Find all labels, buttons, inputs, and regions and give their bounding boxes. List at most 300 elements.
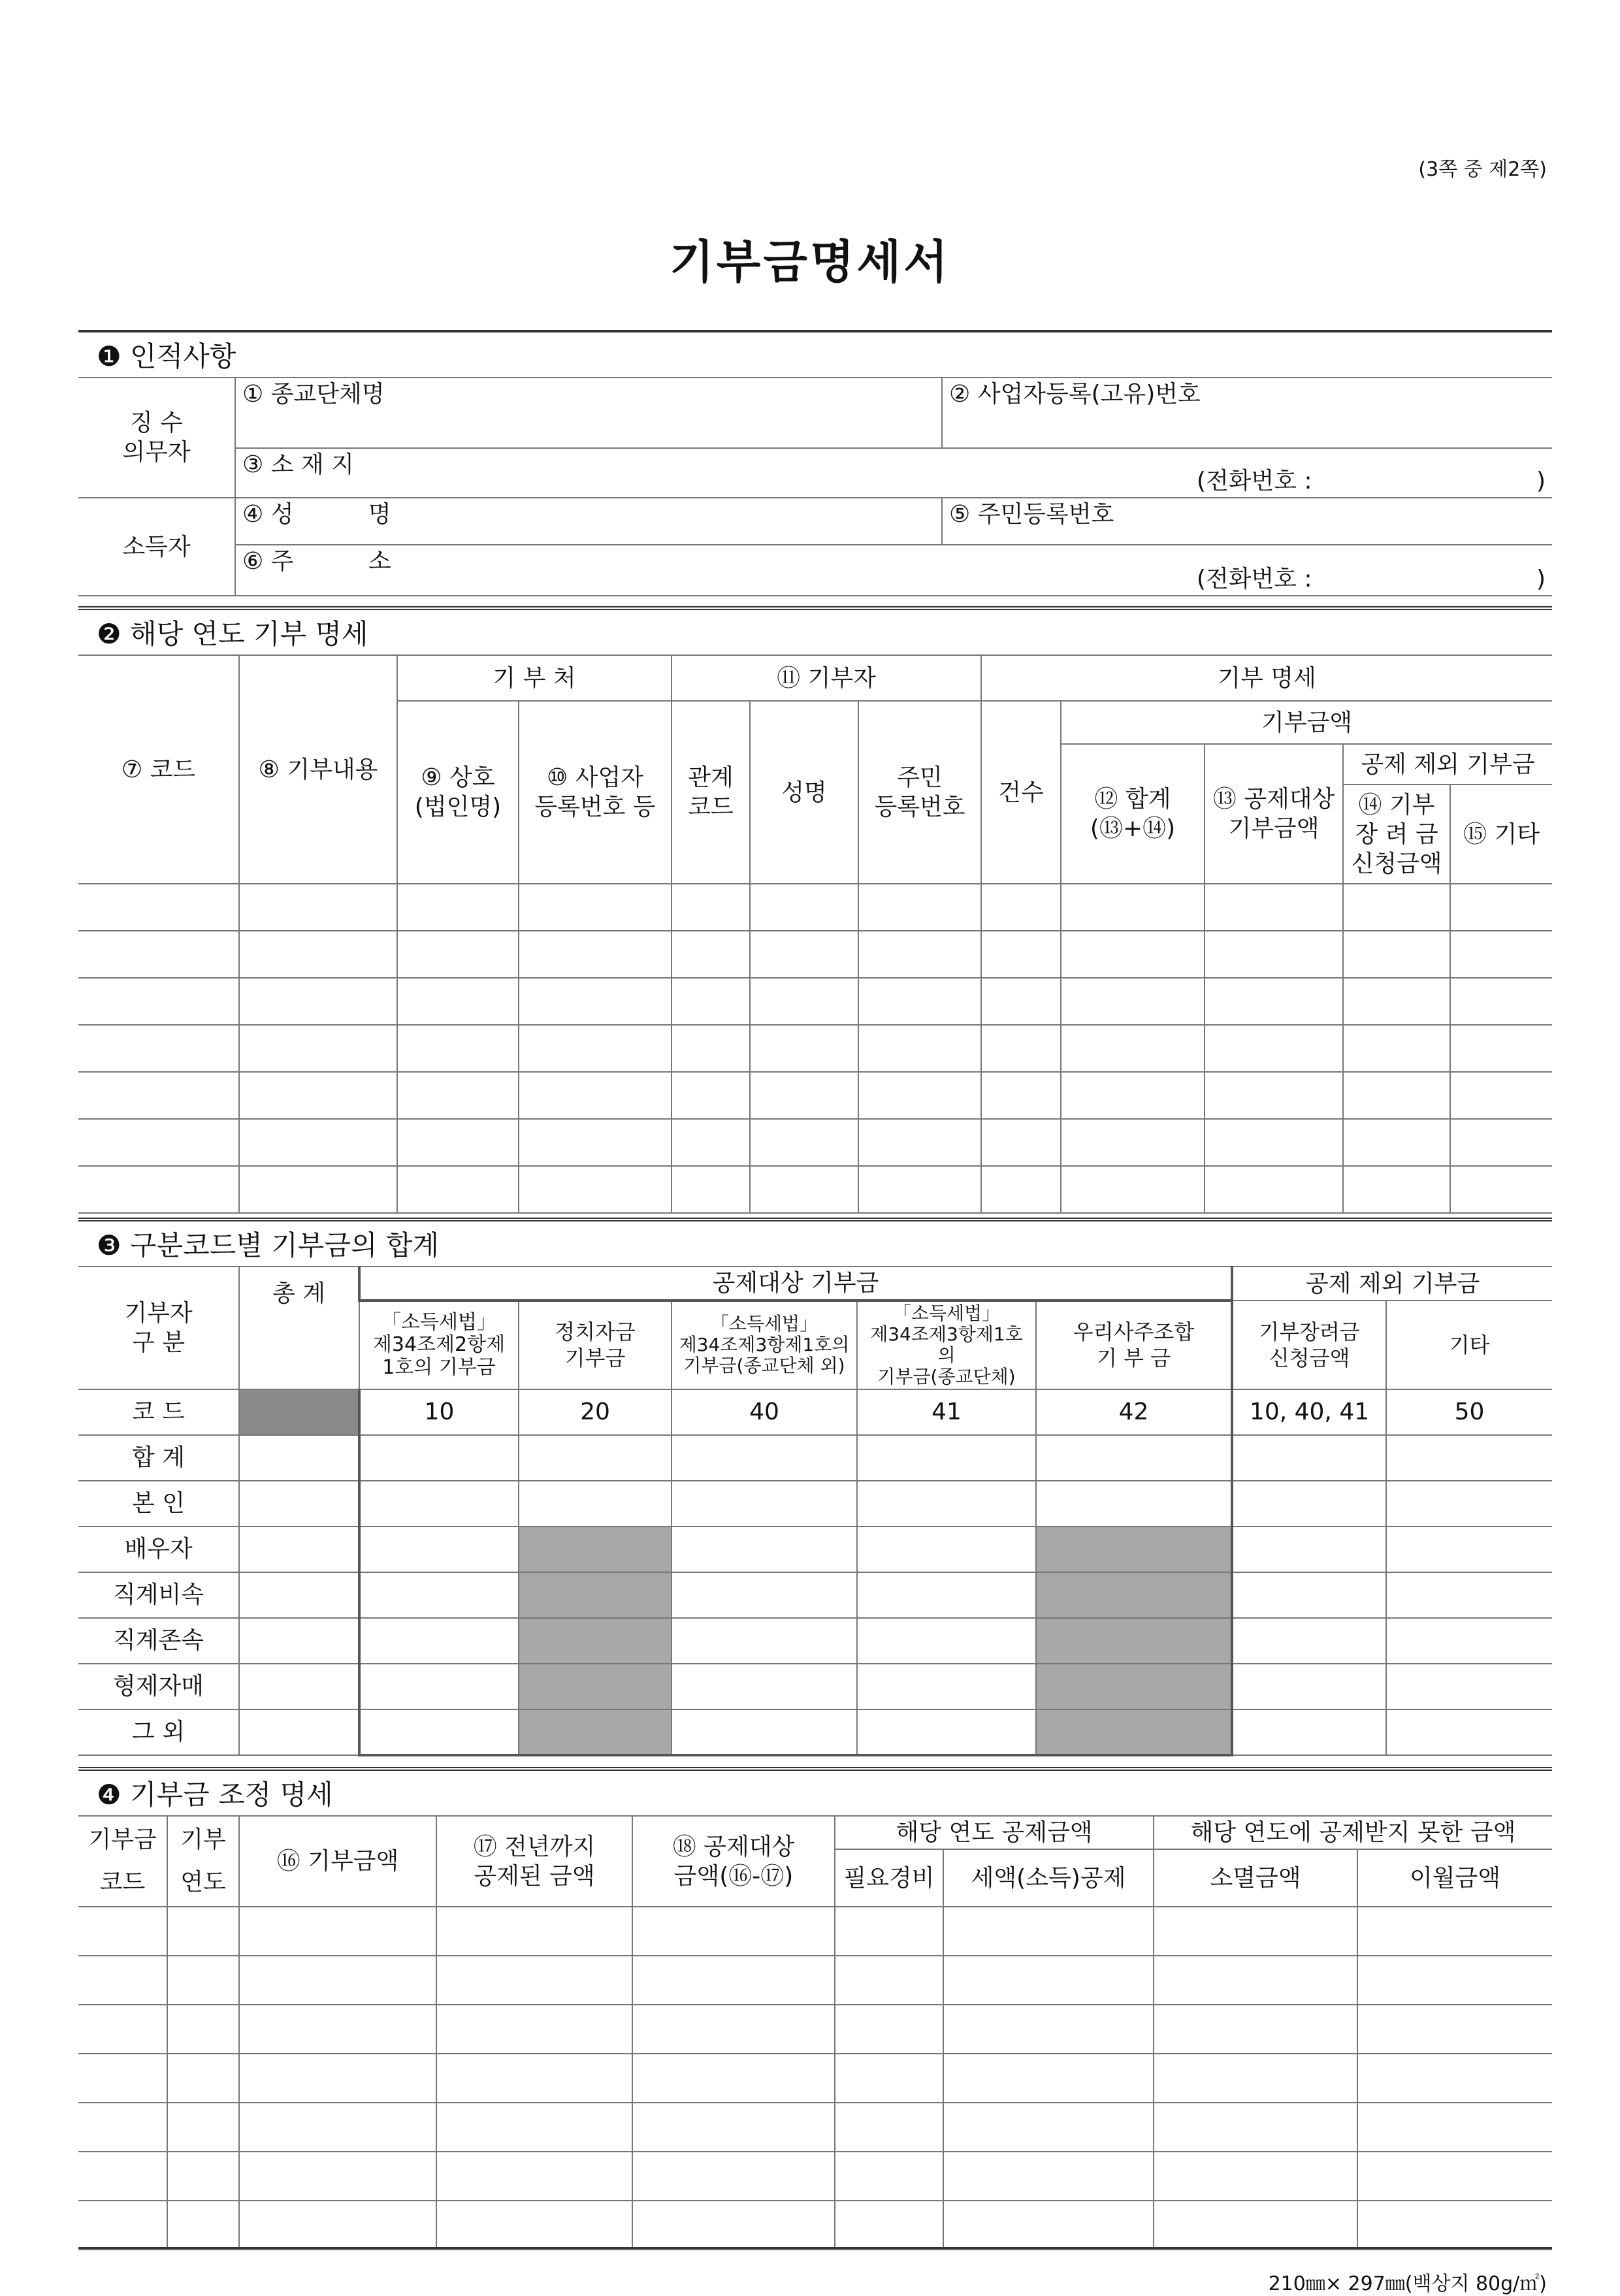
biz-reg-no-field[interactable]: ② 사업자등록(고유)번호 <box>942 378 1552 448</box>
page-number: (3쪽 중 제2쪽) <box>1418 158 1547 181</box>
code-cell: 50 <box>1386 1389 1552 1435</box>
entry-cell[interactable] <box>1154 1956 1357 2005</box>
entry-cell[interactable] <box>672 931 750 978</box>
entry-cell[interactable] <box>1205 1072 1343 1119</box>
entry-cell[interactable] <box>239 2103 436 2152</box>
entry-cell[interactable] <box>672 1025 750 1072</box>
entry-cell[interactable] <box>750 1119 858 1166</box>
entry-cell[interactable] <box>1343 1025 1450 1072</box>
amount-cell[interactable] <box>1232 1435 1386 1481</box>
header-carryover-amount: 이월금액 <box>1357 1849 1552 1907</box>
amount-cell[interactable] <box>1232 1527 1386 1572</box>
donor-type-label: 본 인 <box>78 1481 239 1527</box>
adjustment-row <box>78 1956 1552 2005</box>
amount-cell[interactable] <box>857 1709 1036 1755</box>
amount-cell[interactable] <box>359 1664 519 1709</box>
entry-cell[interactable] <box>981 1072 1061 1119</box>
entry-cell[interactable] <box>436 2152 632 2201</box>
amount-cell[interactable] <box>672 1527 857 1572</box>
donor-type-label: 형제자매 <box>78 1664 239 1709</box>
code-cell: 10, 40, 41 <box>1232 1389 1386 1435</box>
donor-type-row <box>78 1709 1552 1755</box>
entry-cell[interactable] <box>78 1072 239 1119</box>
entry-cell[interactable] <box>858 1119 981 1166</box>
entry-cell[interactable] <box>943 1956 1154 2005</box>
donation-row <box>78 884 1552 931</box>
amount-cell[interactable] <box>359 1435 519 1481</box>
entry-cell[interactable] <box>943 1907 1154 1956</box>
entry-cell[interactable] <box>167 2152 239 2201</box>
entry-cell[interactable] <box>436 1907 632 1956</box>
location-field[interactable] <box>235 448 1552 498</box>
entry-cell[interactable] <box>981 884 1061 931</box>
entry-cell[interactable] <box>835 2152 943 2201</box>
header-biz-no: ⑩ 사업자 등록번호 등 <box>519 701 672 884</box>
amount-cell[interactable] <box>1386 1572 1552 1618</box>
code-cell: 41 <box>857 1389 1036 1435</box>
shaded-cell <box>519 1618 672 1664</box>
entry-cell[interactable] <box>858 1072 981 1119</box>
entry-cell[interactable] <box>981 978 1061 1025</box>
header-donation-year: 기부 연도 <box>167 1816 239 1907</box>
header-deductible: ⑬ 공제대상 기부금액 <box>1205 744 1343 884</box>
amount-cell[interactable] <box>1036 1481 1232 1527</box>
entry-cell[interactable] <box>78 1166 239 1213</box>
entry-cell[interactable] <box>672 1166 750 1213</box>
entry-cell[interactable] <box>632 2054 835 2103</box>
entry-cell[interactable] <box>1061 1119 1205 1166</box>
entry-cell[interactable] <box>1343 884 1450 931</box>
shaded-cell <box>519 1572 672 1618</box>
code-row-label: 코 드 <box>78 1389 239 1435</box>
adjustment-row <box>78 2005 1552 2054</box>
org-name-field[interactable]: ① 종교단체명 <box>235 378 942 448</box>
entry-cell[interactable] <box>167 2103 239 2152</box>
donor-type-row <box>78 1664 1552 1709</box>
donation-row <box>78 931 1552 978</box>
amount-cell[interactable] <box>672 1572 857 1618</box>
entry-cell[interactable] <box>397 1072 519 1119</box>
entry-cell[interactable] <box>1357 2054 1552 2103</box>
entry-cell[interactable] <box>750 978 858 1025</box>
entry-cell[interactable] <box>858 1025 981 1072</box>
entry-cell[interactable] <box>78 931 239 978</box>
income-earner-label: 소득자 <box>78 498 235 596</box>
entry-cell[interactable] <box>1061 978 1205 1025</box>
entry-cell[interactable] <box>397 978 519 1025</box>
amount-cell[interactable] <box>1386 1481 1552 1527</box>
entry-cell[interactable] <box>78 884 239 931</box>
adjustment-row <box>78 2152 1552 2201</box>
entry-cell[interactable] <box>397 1119 519 1166</box>
adjustment-row <box>78 2103 1552 2152</box>
col-art34-2-1: 「소득세법」 제34조제2항제 1호의 기부금 <box>359 1301 519 1389</box>
amount-cell[interactable] <box>1036 1435 1232 1481</box>
entry-cell[interactable] <box>750 1025 858 1072</box>
header-excluded: 공제 제외 기부금 <box>1343 744 1552 784</box>
amount-cell[interactable] <box>239 1527 359 1572</box>
entry-cell[interactable] <box>167 2054 239 2103</box>
entry-cell[interactable] <box>672 884 750 931</box>
entry-cell[interactable] <box>78 2152 167 2201</box>
payer-label: 징 수 의무자 <box>78 378 235 498</box>
entry-cell[interactable] <box>78 2201 167 2250</box>
entry-cell[interactable] <box>436 2005 632 2054</box>
entry-cell[interactable] <box>1205 1025 1343 1072</box>
header-code: ⑦ 코드 <box>78 655 239 884</box>
entry-cell[interactable] <box>239 1025 397 1072</box>
entry-cell[interactable] <box>632 2152 835 2201</box>
entry-cell[interactable] <box>943 2152 1154 2201</box>
entry-cell[interactable] <box>750 884 858 931</box>
entry-cell[interactable] <box>239 2005 436 2054</box>
amount-cell[interactable] <box>857 1527 1036 1572</box>
col-art34-3-1-religious: 「소득세법」 제34조제3항제1호의 기부금(종교단체) <box>857 1301 1036 1389</box>
entry-cell[interactable] <box>981 1025 1061 1072</box>
entry-cell[interactable] <box>239 978 397 1025</box>
payer-phone: (전화번호 : ) <box>1196 468 1546 494</box>
entry-cell[interactable] <box>1154 2005 1357 2054</box>
header-expired-amount: 소멸금액 <box>1154 1849 1357 1907</box>
entry-cell[interactable] <box>943 2054 1154 2103</box>
donor-type-row <box>78 1481 1552 1527</box>
entry-cell[interactable] <box>858 1166 981 1213</box>
donation-row <box>78 1025 1552 1072</box>
header-donor-type: 기부자 구 분 <box>78 1267 239 1389</box>
entry-cell[interactable] <box>239 2054 436 2103</box>
header-necessary-expense: 필요경비 <box>835 1849 943 1907</box>
entry-cell[interactable] <box>1357 1907 1552 1956</box>
entry-cell[interactable] <box>750 1166 858 1213</box>
entry-cell[interactable] <box>78 978 239 1025</box>
amount-cell[interactable] <box>857 1572 1036 1618</box>
resident-no-field[interactable]: ⑤ 주민등록번호 <box>942 498 1552 545</box>
adjustment-row <box>78 2054 1552 2103</box>
entry-cell[interactable] <box>1205 884 1343 931</box>
entry-cell[interactable] <box>750 931 858 978</box>
entry-cell[interactable] <box>397 884 519 931</box>
col-employee-union: 우리사주조합 기 부 금 <box>1036 1301 1232 1389</box>
entry-cell[interactable] <box>1343 978 1450 1025</box>
donor-type-row <box>78 1435 1552 1481</box>
shaded-cell <box>1036 1618 1232 1664</box>
entry-cell[interactable] <box>750 1072 858 1119</box>
entry-cell[interactable] <box>239 2201 436 2250</box>
entry-cell[interactable] <box>436 2054 632 2103</box>
personal-info-table <box>78 377 1552 596</box>
donor-type-label: 합 계 <box>78 1435 239 1481</box>
adjustment-row <box>78 2201 1552 2250</box>
entry-cell[interactable] <box>1450 978 1552 1025</box>
entry-cell[interactable] <box>1061 931 1205 978</box>
section-code-totals <box>78 1218 1552 1756</box>
entry-cell[interactable] <box>519 1119 672 1166</box>
adjustment-row <box>78 1907 1552 1956</box>
entry-cell[interactable] <box>943 2005 1154 2054</box>
amount-cell[interactable] <box>1386 1709 1552 1755</box>
entry-cell[interactable] <box>239 1907 436 1956</box>
code-cell: 10 <box>359 1389 519 1435</box>
donation-detail-rows <box>78 884 1552 1213</box>
entry-cell[interactable] <box>835 2005 943 2054</box>
amount-cell[interactable] <box>519 1481 672 1527</box>
entry-cell[interactable] <box>78 1907 167 1956</box>
section4-heading: ❹ 기부금 조정 명세 <box>97 1779 333 1811</box>
entry-cell[interactable] <box>632 1956 835 2005</box>
entry-cell[interactable] <box>519 884 672 931</box>
entry-cell[interactable] <box>519 1025 672 1072</box>
entry-cell[interactable] <box>1343 931 1450 978</box>
header-donation-code: 기부금 코드 <box>78 1816 167 1907</box>
header-tax-credit: 세액(소득)공제 <box>943 1849 1154 1907</box>
code-cell: 42 <box>1036 1389 1232 1435</box>
entry-cell[interactable] <box>239 1956 436 2005</box>
name-field[interactable]: ④ 성 명 <box>235 498 942 545</box>
entry-cell[interactable] <box>239 1072 397 1119</box>
entry-cell[interactable] <box>632 2201 835 2250</box>
entry-cell[interactable] <box>1154 2152 1357 2201</box>
shaded-cell <box>1036 1664 1232 1709</box>
entry-cell[interactable] <box>632 1907 835 1956</box>
amount-cell[interactable] <box>359 1527 519 1572</box>
donor-type-row <box>78 1572 1552 1618</box>
entry-cell[interactable] <box>519 931 672 978</box>
amount-cell[interactable] <box>359 1709 519 1755</box>
entry-cell[interactable] <box>672 1119 750 1166</box>
header-donation-amount: ⑯ 기부금액 <box>239 1816 436 1907</box>
entry-cell[interactable] <box>1205 1119 1343 1166</box>
section-adjustment <box>78 1767 1552 2250</box>
amount-cell[interactable] <box>239 1709 359 1755</box>
entry-cell[interactable] <box>835 2201 943 2250</box>
entry-cell[interactable] <box>1154 2201 1357 2250</box>
entry-cell[interactable] <box>239 1166 397 1213</box>
entry-cell[interactable] <box>167 1907 239 1956</box>
amount-cell[interactable] <box>239 1664 359 1709</box>
entry-cell[interactable] <box>397 1166 519 1213</box>
amount-cell[interactable] <box>1386 1664 1552 1709</box>
entry-cell[interactable] <box>1061 1166 1205 1213</box>
header-recipient: 기 부 처 <box>397 655 672 701</box>
entry-cell[interactable] <box>1205 931 1343 978</box>
header-current-deduction: 해당 연도 공제금액 <box>835 1816 1154 1849</box>
col-scholarship: 기부장려금 신청금액 <box>1232 1301 1386 1389</box>
amount-cell[interactable] <box>1386 1435 1552 1481</box>
amount-cell[interactable] <box>239 1481 359 1527</box>
amount-cell[interactable] <box>1232 1481 1386 1527</box>
location-label: ③ 소 재 지 <box>242 451 354 478</box>
header-excluded-donations: 공제 제외 기부금 <box>1232 1267 1552 1301</box>
entry-cell[interactable] <box>1450 1166 1552 1213</box>
header-count: 건수 <box>981 701 1061 884</box>
entry-cell[interactable] <box>1061 1072 1205 1119</box>
donor-type-label: 직계존속 <box>78 1618 239 1664</box>
entry-cell[interactable] <box>78 1119 239 1166</box>
entry-cell[interactable] <box>397 1025 519 1072</box>
entry-cell[interactable] <box>1154 2103 1357 2152</box>
entry-cell[interactable] <box>1343 1166 1450 1213</box>
entry-cell[interactable] <box>1205 978 1343 1025</box>
entry-cell[interactable] <box>981 1166 1061 1213</box>
amount-cell[interactable] <box>672 1709 857 1755</box>
shaded-cell <box>519 1664 672 1709</box>
header-amount: 기부금액 <box>1061 701 1552 744</box>
entry-cell[interactable] <box>858 978 981 1025</box>
shaded-cell <box>519 1709 672 1755</box>
code-cell: 40 <box>672 1389 857 1435</box>
address-label: ⑥ 주 소 <box>242 548 391 575</box>
entry-cell[interactable] <box>239 884 397 931</box>
entry-cell[interactable] <box>78 2054 167 2103</box>
entry-cell[interactable] <box>835 1956 943 2005</box>
entry-cell[interactable] <box>78 2005 167 2054</box>
entry-cell[interactable] <box>1357 1956 1552 2005</box>
entry-cell[interactable] <box>436 2201 632 2250</box>
entry-cell[interactable] <box>1061 1025 1205 1072</box>
amount-cell[interactable] <box>857 1664 1036 1709</box>
amount-cell[interactable] <box>857 1435 1036 1481</box>
entry-cell[interactable] <box>1357 2103 1552 2152</box>
entry-cell[interactable] <box>239 2152 436 2201</box>
col-political: 정치자금 기부금 <box>519 1301 672 1389</box>
amount-cell[interactable] <box>239 1435 359 1481</box>
amount-cell[interactable] <box>857 1618 1036 1664</box>
donation-row <box>78 1166 1552 1213</box>
amount-cell[interactable] <box>1232 1709 1386 1755</box>
header-donor-name: 성명 <box>750 701 858 884</box>
entry-cell[interactable] <box>1343 1072 1450 1119</box>
entry-cell[interactable] <box>167 2005 239 2054</box>
address-field[interactable] <box>235 545 1552 596</box>
amount-cell[interactable] <box>1386 1527 1552 1572</box>
entry-cell[interactable] <box>835 1907 943 1956</box>
entry-cell[interactable] <box>78 2103 167 2152</box>
entry-cell[interactable] <box>1450 1025 1552 1072</box>
code-totals-rows <box>78 1435 1552 1755</box>
header-scholarship: ⑭ 기부 장 려 금 신청금액 <box>1343 784 1450 884</box>
donor-type-label: 그 외 <box>78 1709 239 1755</box>
entry-cell[interactable] <box>1357 2201 1552 2250</box>
entry-cell[interactable] <box>632 2103 835 2152</box>
col-other: 기타 <box>1386 1301 1552 1389</box>
section-donation-detail <box>78 606 1552 1214</box>
header-content: ⑧ 기부내용 <box>239 655 397 884</box>
code-total-shaded <box>239 1389 359 1435</box>
code-cell: 20 <box>519 1389 672 1435</box>
col-art34-3-1-nonreligious: 「소득세법」 제34조제3항제1호의 기부금(종교단체 외) <box>672 1301 857 1389</box>
entry-cell[interactable] <box>1205 1166 1343 1213</box>
entry-cell[interactable] <box>1154 2054 1357 2103</box>
entry-cell[interactable] <box>436 2103 632 2152</box>
document-title: 기부금명세서 <box>670 235 950 289</box>
header-not-deducted: 해당 연도에 공제받지 못한 금액 <box>1154 1816 1552 1849</box>
entry-cell[interactable] <box>1450 884 1552 931</box>
header-resident-no: 주민 등록번호 <box>858 701 981 884</box>
section2-heading: ❷ 해당 연도 기부 명세 <box>97 618 368 650</box>
entry-cell[interactable] <box>397 931 519 978</box>
amount-cell[interactable] <box>239 1572 359 1618</box>
entry-cell[interactable] <box>519 1072 672 1119</box>
amount-cell[interactable] <box>359 1618 519 1664</box>
amount-cell[interactable] <box>239 1618 359 1664</box>
entry-cell[interactable] <box>1357 2152 1552 2201</box>
entry-cell[interactable] <box>1450 1072 1552 1119</box>
header-grand-total: 총 계 <box>239 1267 359 1389</box>
entry-cell[interactable] <box>167 2201 239 2250</box>
entry-cell[interactable] <box>519 1166 672 1213</box>
paper-spec: 210㎜× 297㎜(백상지 80g/㎡) <box>1268 2272 1547 2295</box>
shaded-cell <box>1036 1527 1232 1572</box>
entry-cell[interactable] <box>1357 2005 1552 2054</box>
amount-cell[interactable] <box>672 1481 857 1527</box>
shaded-cell <box>1036 1572 1232 1618</box>
entry-cell[interactable] <box>943 2201 1154 2250</box>
amount-cell[interactable] <box>519 1435 672 1481</box>
section-personal-info <box>78 330 1552 596</box>
adjustment-table <box>78 1815 1552 2250</box>
entry-cell[interactable] <box>672 978 750 1025</box>
entry-cell[interactable] <box>672 1072 750 1119</box>
entry-cell[interactable] <box>239 931 397 978</box>
donor-type-row <box>78 1618 1552 1664</box>
entry-cell[interactable] <box>78 1956 167 2005</box>
donation-row <box>78 1119 1552 1166</box>
header-deductible-amount: ⑱ 공제대상 금액(⑯-⑰) <box>632 1816 835 1907</box>
entry-cell[interactable] <box>632 2005 835 2054</box>
entry-cell[interactable] <box>981 1119 1061 1166</box>
entry-cell[interactable] <box>167 1956 239 2005</box>
entry-cell[interactable] <box>1343 1119 1450 1166</box>
entry-cell[interactable] <box>1450 1119 1552 1166</box>
entry-cell[interactable] <box>239 1119 397 1166</box>
header-detail: 기부 명세 <box>981 655 1552 701</box>
amount-cell[interactable] <box>1232 1572 1386 1618</box>
amount-cell[interactable] <box>857 1481 1036 1527</box>
amount-cell[interactable] <box>672 1435 857 1481</box>
amount-cell[interactable] <box>672 1664 857 1709</box>
amount-cell[interactable] <box>1232 1664 1386 1709</box>
amount-cell[interactable] <box>359 1572 519 1618</box>
entry-cell[interactable] <box>858 884 981 931</box>
entry-cell[interactable] <box>1450 931 1552 978</box>
entry-cell[interactable] <box>858 931 981 978</box>
entry-cell[interactable] <box>835 2103 943 2152</box>
entry-cell[interactable] <box>1154 1907 1357 1956</box>
amount-cell[interactable] <box>359 1481 519 1527</box>
donation-row <box>78 978 1552 1025</box>
shaded-cell <box>519 1527 672 1572</box>
header-total: ⑫ 합계 (⑬+⑭) <box>1061 744 1205 884</box>
entry-cell[interactable] <box>519 978 672 1025</box>
donor-type-row <box>78 1527 1552 1572</box>
entry-cell[interactable] <box>78 1025 239 1072</box>
donation-row <box>78 1072 1552 1119</box>
adjustment-rows <box>78 1907 1552 2250</box>
amount-cell[interactable] <box>1386 1618 1552 1664</box>
code-totals-table <box>78 1266 1552 1756</box>
shaded-cell <box>1036 1709 1232 1755</box>
donation-detail-table <box>78 655 1552 1214</box>
section3-heading: ❸ 구분코드별 기부금의 합계 <box>97 1229 439 1261</box>
amount-cell[interactable] <box>1232 1618 1386 1664</box>
entry-cell[interactable] <box>943 2103 1154 2152</box>
entry-cell[interactable] <box>1061 884 1205 931</box>
entry-cell[interactable] <box>981 931 1061 978</box>
amount-cell[interactable] <box>672 1618 857 1664</box>
entry-cell[interactable] <box>835 2054 943 2103</box>
header-donor: ⑪ 기부자 <box>672 655 981 701</box>
entry-cell[interactable] <box>436 1956 632 2005</box>
